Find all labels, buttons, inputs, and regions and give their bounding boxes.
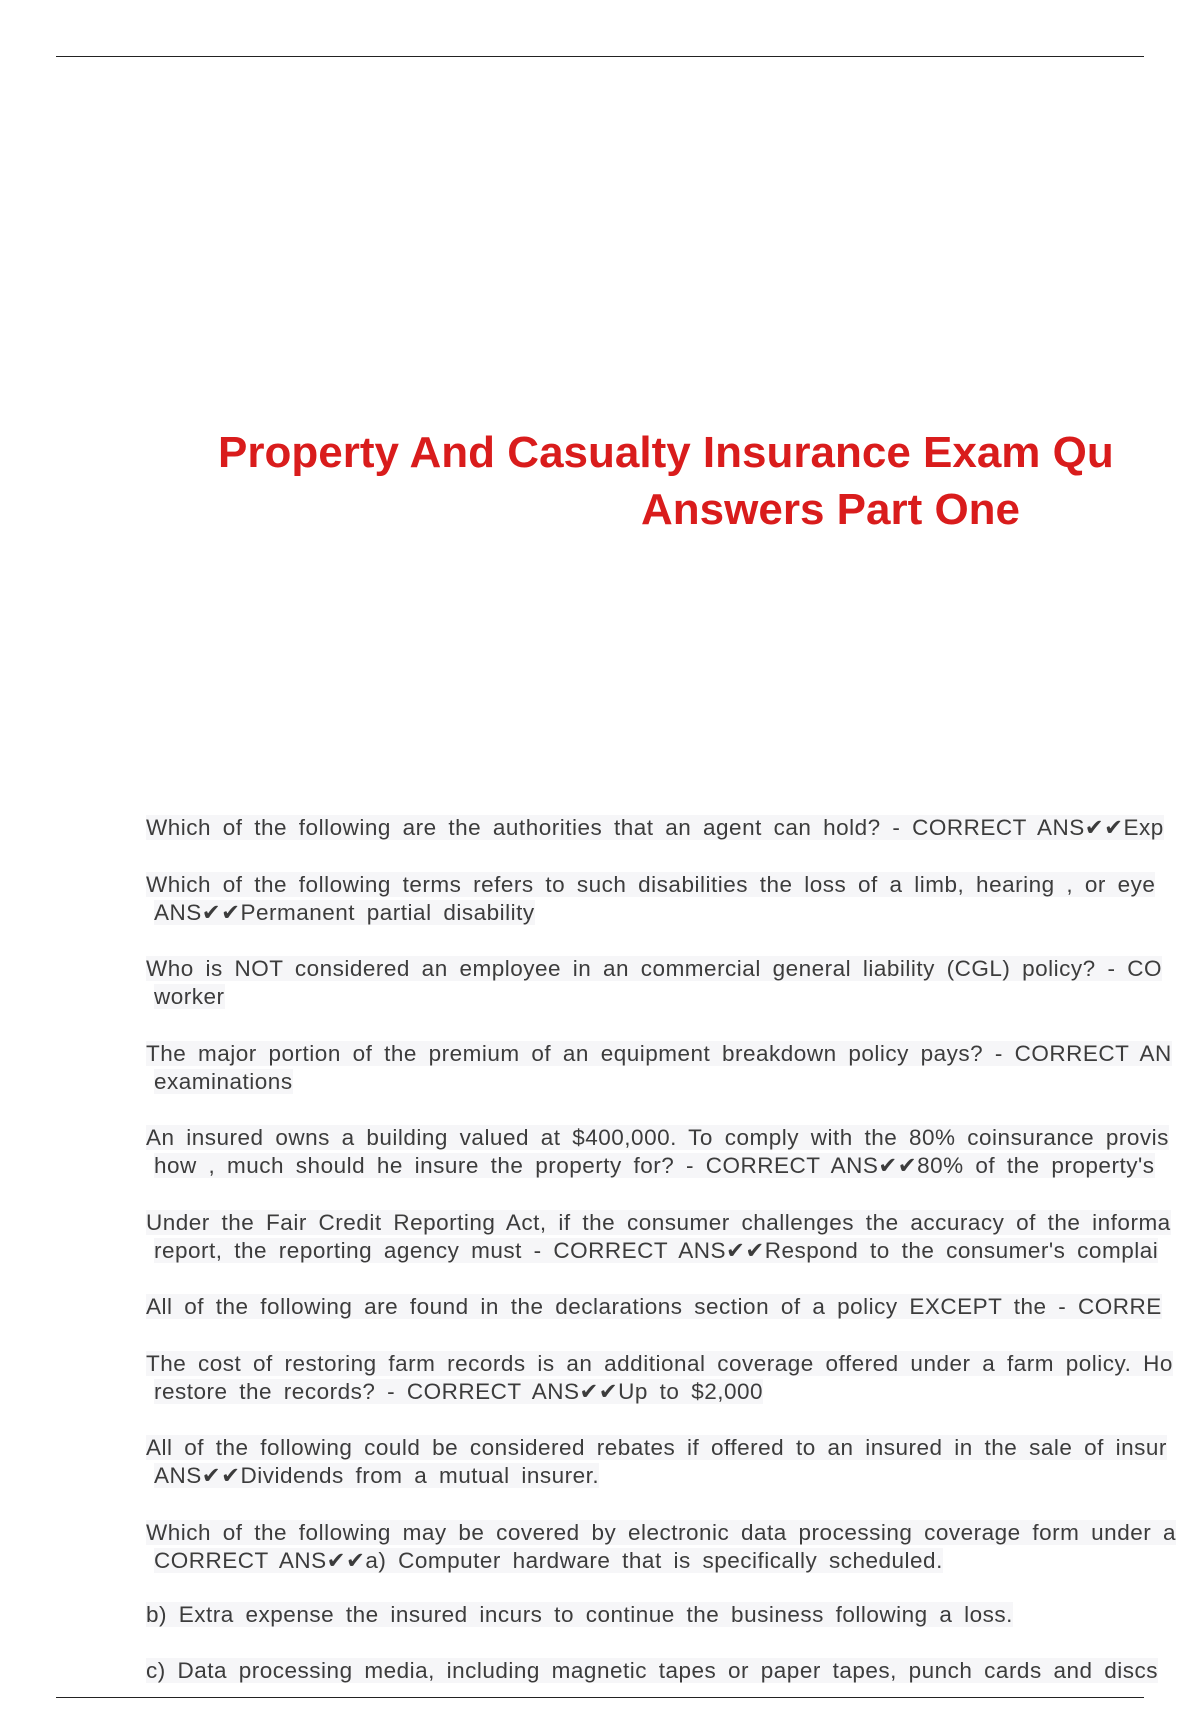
document-title-line-1: Property And Casualty Insurance Exam Qu — [218, 428, 1114, 477]
qa-item-line: restore the records? - CORRECT ANS✔✔Up to $2,000 — [154, 1378, 764, 1404]
qa-item-1 — [146, 814, 1200, 842]
qa-item-line: CORRECT ANS✔✔a) Computer hardware that is specifically scheduled. — [154, 1547, 943, 1573]
qa-item-line: All of the following are found in the declarations section of a policy EXCEPT the - CORRE — [146, 1294, 1162, 1319]
qa-item-12 — [146, 1657, 1200, 1685]
header-rule — [56, 56, 1144, 57]
qa-item-5 — [146, 1124, 1200, 1180]
qa-item-line: Which of the following may be covered by electronic data processing coverage form under a — [146, 1519, 1176, 1545]
qa-item-line: b) Extra expense the insured incurs to continue the business following a loss. — [146, 1601, 1013, 1627]
qa-item-line: report, the reporting agency must - CORRECT ANS✔✔Respond to the consumer's complai — [154, 1237, 1159, 1263]
qa-item-8 — [146, 1350, 1200, 1406]
question-answer-list — [146, 814, 1200, 1714]
qa-item-line: worker — [154, 984, 225, 1009]
document-title — [218, 424, 1200, 538]
qa-item-10 — [146, 1519, 1200, 1575]
qa-item-line: Who is NOT considered an employee in an commercial general liability (CGL) policy? - CO — [146, 956, 1162, 981]
qa-item-line: An insured owns a building valued at $400,000. To comply with the 80% coinsurance provis — [146, 1125, 1169, 1150]
qa-item-3 — [146, 955, 1200, 1011]
footer-rule — [56, 1697, 1144, 1698]
qa-item-line: All of the following could be considered rebates if offered to an insured in the sale of insur — [146, 1435, 1167, 1460]
qa-item-6 — [146, 1209, 1200, 1265]
qa-item-7 — [146, 1293, 1200, 1321]
qa-item-line: Under the Fair Credit Reporting Act, if the consumer challenges the accuracy of the informa — [146, 1209, 1171, 1235]
qa-item-11 — [146, 1601, 1200, 1629]
qa-item-9 — [146, 1434, 1200, 1490]
qa-item-line: The major portion of the premium of an equipment breakdown policy pays? - CORRECT AN — [146, 1040, 1172, 1066]
qa-item-line: ANS✔✔Permanent partial disability — [154, 899, 535, 925]
qa-item-2 — [146, 871, 1200, 927]
qa-item-line: how , much should he insure the property for? - CORRECT ANS✔✔80% of the property's — [154, 1153, 1155, 1178]
qa-item-line: The cost of restoring farm records is an additional coverage offered under a farm policy. Ho — [146, 1350, 1173, 1376]
qa-item-line: Which of the following are the authorities that an agent can hold? - CORRECT ANS✔✔Exp — [146, 815, 1164, 840]
qa-item-line: c) Data processing media, including magnetic tapes or paper tapes, punch cards and discs — [146, 1658, 1158, 1683]
qa-item-4 — [146, 1040, 1200, 1096]
qa-item-line: Which of the following terms refers to such disabilities the loss of a limb, hearing , or eye — [146, 871, 1156, 897]
document-title-line-2: Answers Part One — [641, 485, 1021, 534]
qa-item-line: examinations — [154, 1068, 293, 1094]
qa-item-line: ANS✔✔Dividends from a mutual insurer. — [154, 1463, 600, 1488]
